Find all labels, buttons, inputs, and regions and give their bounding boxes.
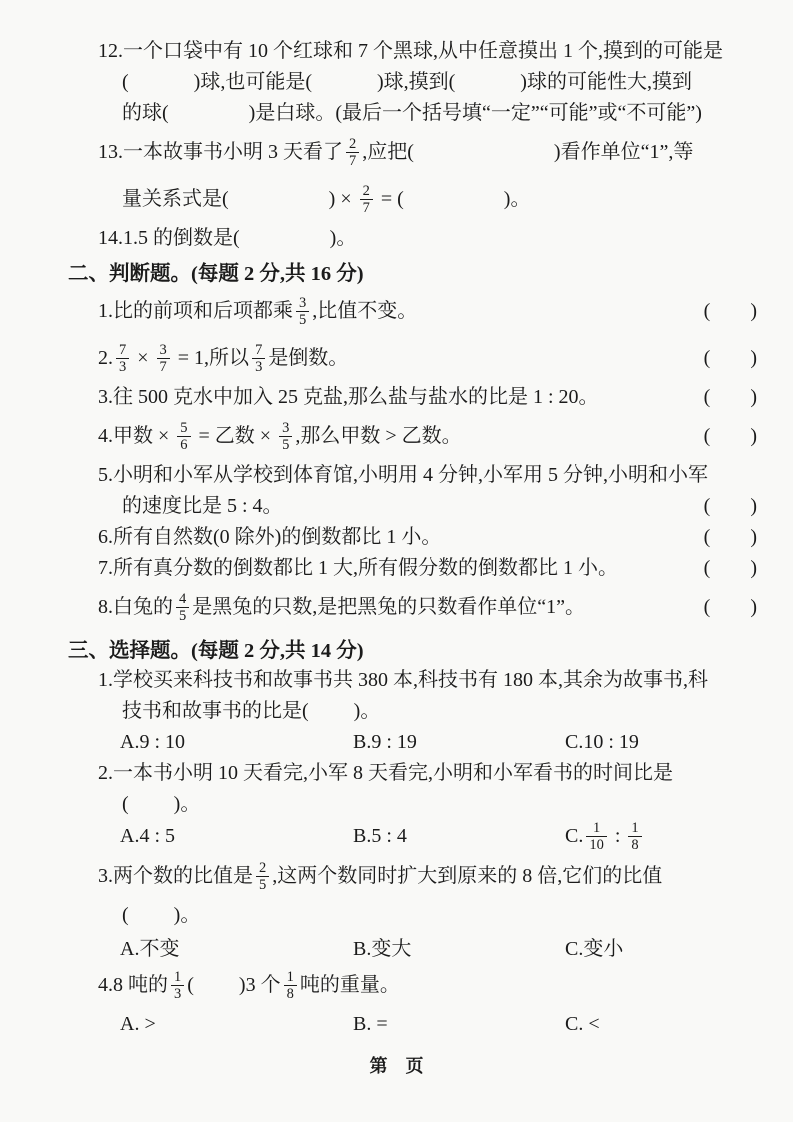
judge-item-8 [68, 584, 757, 631]
fraction-numerator: 3 [282, 419, 290, 436]
c4-text-1: 4.8 吨的 [98, 974, 168, 997]
judge-item-6 [68, 522, 757, 553]
j8-answer-blank: ( ) [703, 596, 757, 618]
fraction-denominator: 8 [284, 985, 297, 1002]
q14-text: 14.1.5 的倒数是( )。 [98, 227, 357, 249]
q12-text-2: ( )球,也可能是( )球,摸到( )球的可能性大,摸到 [122, 71, 692, 93]
fraction-denominator: 5 [256, 876, 269, 893]
fraction-numerator: 1 [592, 820, 601, 836]
j5-answer-blank: ( ) [703, 495, 757, 517]
c3-text-1: 3.两个数的比值是 [98, 865, 253, 888]
j5-text-1: 5.小明和小军从学校到体育馆,小明用 4 分钟,小军用 5 分钟,小明和小军 [98, 464, 708, 486]
c2-text-2: ( )。 [122, 793, 201, 815]
c2-option-c-colon: : [609, 825, 626, 848]
j1-answer-blank: ( ) [703, 300, 757, 322]
c2-option-c [565, 820, 757, 853]
c1-option-b: B.9 : 19 [353, 731, 417, 753]
choice-item-2-line-2 [68, 789, 757, 820]
c2-option-b: B.5 : 4 [353, 825, 407, 848]
j6-text: 6.所有自然数(0 除外)的倒数都比 1 小。 [98, 526, 442, 548]
q13-line-1 [68, 129, 757, 176]
c3-option-a: A.不变 [120, 938, 180, 961]
fraction-denominator: 3 [252, 358, 265, 375]
q13-text-eq-post: = ( )。 [375, 188, 531, 210]
q13-text-mid: ,应把( )看作单位“1”,等 [362, 141, 694, 163]
fraction-4-5 [176, 591, 189, 624]
section-choice-header [68, 631, 757, 665]
j4-answer-blank: ( ) [703, 425, 757, 447]
c3-option-b: B.变大 [353, 938, 412, 961]
c2-option-a: A.4 : 5 [120, 825, 175, 848]
j1-text-2: ,比值不变。 [312, 300, 418, 322]
c4-text-3: 吨的重量。 [299, 974, 400, 997]
fraction-numerator: 4 [179, 590, 187, 607]
choice-item-2-line-1 [68, 758, 757, 789]
j1-text-1: 1.比的前项和后项都乘 [98, 300, 293, 322]
c4-text-2: ( )3 个 [187, 974, 281, 997]
q13-text-eq-pre: 量关系式是( ) × [122, 188, 357, 210]
j7-text: 7.所有真分数的倒数都比 1 大,所有假分数的倒数都比 1 小。 [98, 557, 618, 579]
fraction-denominator: 8 [628, 836, 641, 853]
q12-line-2 [68, 67, 757, 98]
choice-item-2-options [68, 820, 757, 853]
fraction-denominator: 6 [177, 436, 190, 453]
fraction-2-5 [256, 860, 269, 893]
judge-item-5-line-2 [68, 491, 757, 522]
fraction-numerator: 1 [631, 820, 639, 836]
fraction-3-7 [157, 342, 170, 375]
fraction-1-10 [586, 820, 607, 853]
fraction-denominator: 7 [157, 358, 170, 375]
fraction-numerator: 3 [159, 341, 167, 358]
q12-line-1 [68, 36, 757, 67]
fraction-2-7 [346, 136, 359, 169]
judge-item-2 [68, 335, 757, 382]
judge-item-4 [68, 413, 757, 460]
j8-text-2: 是黑兔的只数,是把黑兔的只数看作单位“1”。 [192, 596, 586, 618]
j2-answer-blank: ( ) [703, 347, 757, 369]
fraction-denominator: 5 [279, 436, 292, 453]
fraction-numerator: 2 [259, 860, 267, 877]
fraction-denominator: 5 [176, 607, 189, 624]
c2-option-c-label: C. [565, 825, 584, 848]
fraction-3-5 [296, 295, 309, 328]
j7-answer-blank: ( ) [703, 557, 757, 579]
j6-answer-blank: ( ) [703, 526, 757, 548]
q12-text-1: 12.一个口袋中有 10 个红球和 7 个黑球,从中任意摸出 1 个,摸到的可能是 [98, 40, 723, 62]
fraction-numerator: 3 [299, 294, 307, 311]
judge-item-5-line-1 [68, 460, 757, 491]
fraction-denominator: 3 [171, 985, 184, 1002]
fraction-numerator: 7 [119, 341, 127, 358]
c4-option-c: C. < [565, 1013, 600, 1036]
fraction-denominator: 5 [296, 311, 309, 328]
section-choice-title: 三、选择题。(每题 2 分,共 14 分) [68, 640, 364, 662]
q13-text-pre: 13.一本故事书小明 3 天看了 [98, 141, 343, 163]
q13-line-2 [68, 176, 757, 223]
fraction-7-3 [116, 342, 129, 375]
j4-text-3: ,那么甲数 > 乙数。 [295, 425, 462, 447]
c2-text-1: 2.一本书小明 10 天看完,小军 8 天看完,小明和小军看书的时间比是 [98, 762, 673, 784]
c3-text-3: ( )。 [122, 904, 201, 927]
fraction-1-8 [284, 969, 297, 1002]
choice-item-4-options [68, 1009, 757, 1040]
j3-text: 3.往 500 克水中加入 25 克盐,那么盐与盐水的比是 1 : 20。 [98, 386, 599, 408]
section-judge-title: 二、判断题。(每题 2 分,共 16 分) [68, 263, 364, 285]
j3-answer-blank: ( ) [703, 386, 757, 408]
judge-item-3 [68, 382, 757, 413]
fraction-3-5 [279, 420, 292, 453]
fraction-numerator: 1 [286, 969, 294, 986]
fraction-denominator: 7 [346, 152, 359, 169]
fraction-5-6 [177, 420, 190, 453]
j2-text-4: 是倒数。 [268, 347, 349, 369]
choice-item-3-options [68, 931, 757, 962]
j4-text-1: 4.甲数 × [98, 425, 175, 447]
fraction-numerator: 5 [180, 419, 188, 436]
fraction-numerator: 2 [362, 182, 370, 199]
choice-item-3-line-2 [68, 900, 757, 931]
fraction-1-8 [628, 820, 641, 853]
j4-text-2: = 乙数 × [193, 425, 277, 447]
j2-text-1: 2. [98, 347, 113, 369]
fraction-denominator: 3 [116, 358, 129, 375]
q12-text-3: 的球( )是白球。(最后一个括号填“一定”“可能”或“不可能”) [122, 102, 702, 124]
q14-line [68, 223, 757, 254]
fraction-numerator: 7 [255, 341, 263, 358]
choice-item-4-line-1 [68, 962, 757, 1009]
fraction-1-3 [171, 969, 184, 1002]
page-footer [52, 1052, 741, 1078]
q12-line-3 [68, 98, 757, 129]
c1-option-a: A.9 : 10 [120, 731, 185, 753]
fraction-2-7 [360, 183, 373, 216]
c1-text-1: 1.学校买来科技书和故事书共 380 本,科技书有 180 本,其余为故事书,科 [98, 669, 708, 691]
choice-item-1-options [68, 727, 757, 758]
j2-text-3: = 1,所以 [172, 347, 250, 369]
judge-item-7 [68, 553, 757, 584]
page-number-label: 第 页 [369, 1056, 424, 1077]
c1-option-c: C.10 : 19 [565, 731, 639, 753]
choice-item-1-line-2 [68, 696, 757, 727]
choice-item-3-line-1 [68, 853, 757, 900]
fraction-numerator: 1 [174, 969, 182, 986]
section-judge-header [68, 254, 757, 288]
fraction-denominator: 10 [586, 836, 607, 853]
choice-item-1-line-1 [68, 665, 757, 696]
j8-text-1: 8.白兔的 [98, 596, 173, 618]
c4-option-a: A. > [120, 1013, 156, 1036]
c3-option-c: C.变小 [565, 938, 624, 961]
fraction-numerator: 2 [349, 135, 357, 152]
c3-text-2: ,这两个数同时扩大到原来的 8 倍,它们的比值 [272, 865, 663, 888]
j2-text-2: × [132, 347, 154, 369]
j5-text-2: 的速度比是 5 : 4。 [122, 495, 283, 517]
fraction-7-3 [252, 342, 265, 375]
fraction-denominator: 7 [360, 199, 373, 216]
c1-text-2: 技书和故事书的比是( )。 [122, 700, 381, 722]
c4-option-b: B. = [353, 1013, 388, 1036]
judge-item-1 [68, 288, 757, 335]
